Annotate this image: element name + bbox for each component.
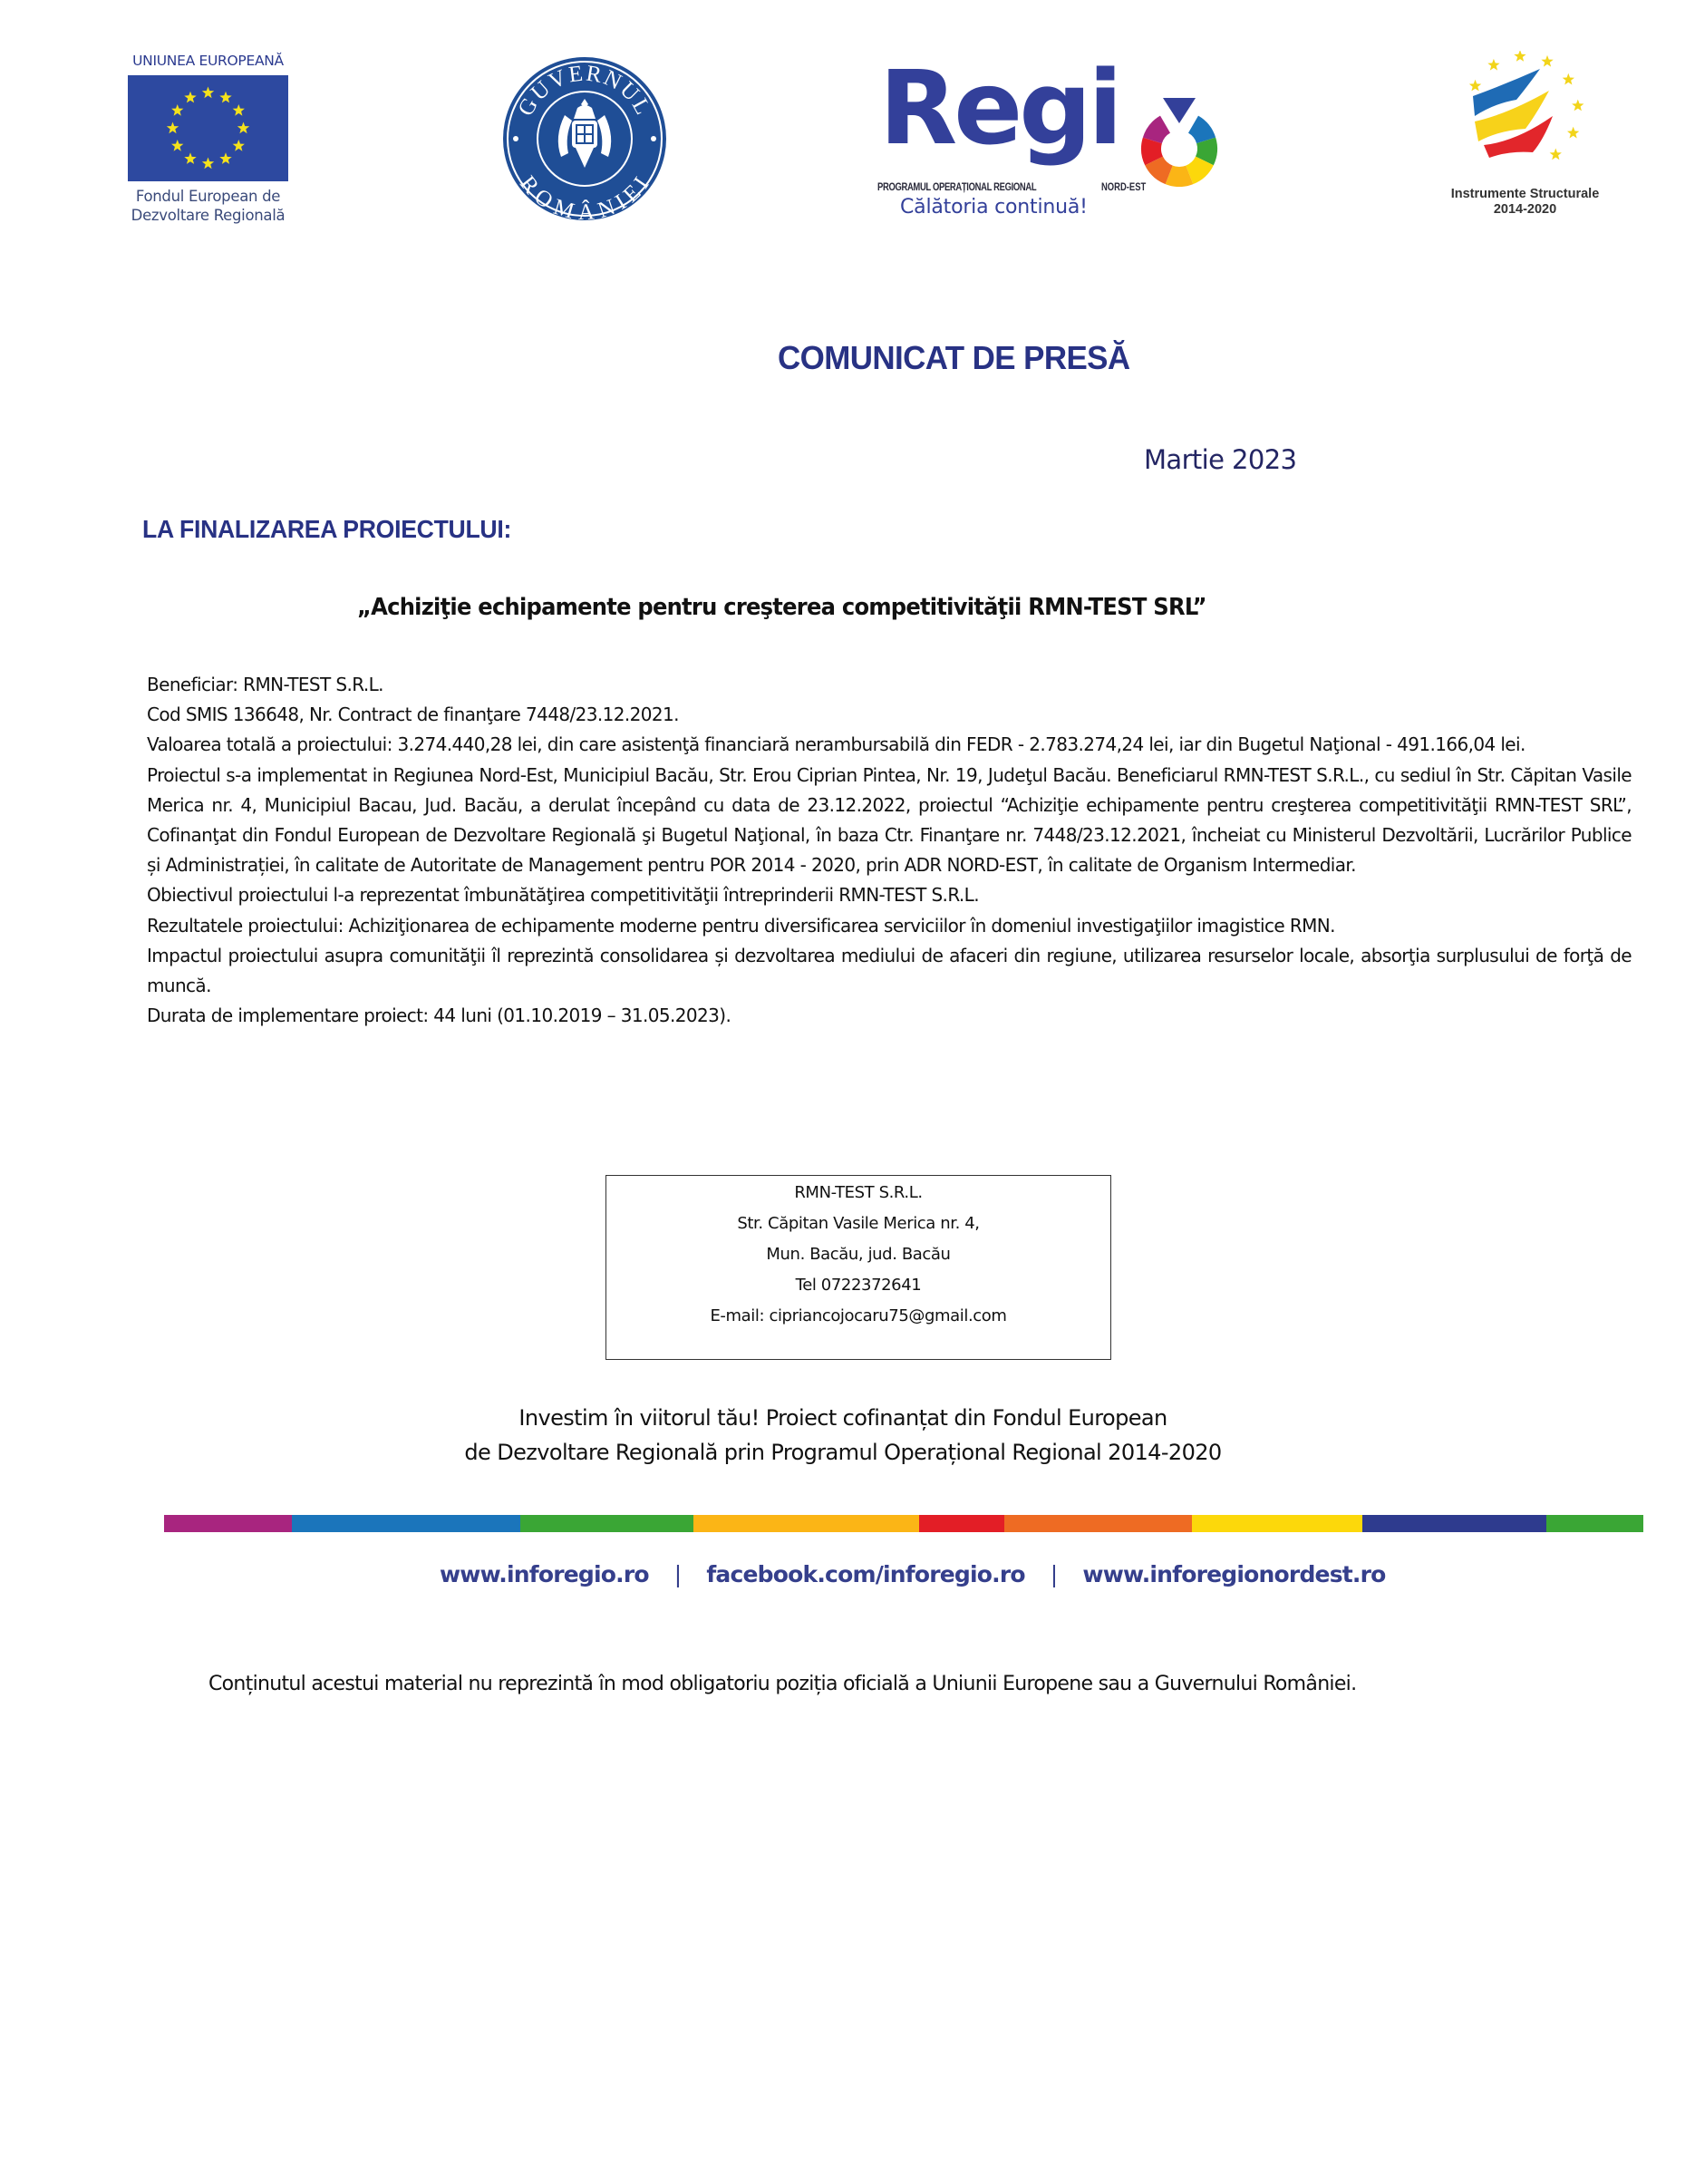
instrumente-star-icon <box>1549 149 1561 160</box>
color-bar-segment <box>292 1515 521 1532</box>
instrumente-star-icon <box>1567 127 1579 139</box>
eu-star-icon <box>171 104 183 116</box>
eu-flag-icon <box>128 75 288 181</box>
eu-star-icon <box>233 104 245 116</box>
color-bar-segment <box>1004 1515 1193 1532</box>
instrumente-star-icon <box>1487 59 1499 71</box>
color-bar-segment <box>919 1515 1005 1532</box>
color-bar-segment <box>1546 1515 1643 1532</box>
instrumente-star-icon <box>1468 80 1480 92</box>
disclaimer: Conținutul acestui material nu reprezintă în mod obligatoriu poziția oficială a Uniunii Europene sau a Guvernului României. <box>208 1673 1357 1695</box>
eu-star-icon <box>184 92 196 103</box>
instrumente-star-icon <box>1541 55 1553 67</box>
contact-email[interactable]: E-mail: cipriancojocaru75@gmail.com <box>710 1306 1007 1325</box>
regio-slogan: Călătoria continuă! <box>900 196 1088 218</box>
objective-line: Obiectivul proiectului l-a reprezentat îmbunătăţirea competitivităţii întreprinderii RMN-TEST S.R.L. <box>147 884 979 907</box>
eu-star-icon <box>202 158 214 170</box>
contact-street: Str. Căpitan Vasile Merica nr. 4, <box>737 1214 980 1233</box>
eu-star-icon <box>167 122 179 134</box>
instrumente-period: 2014-2020 <box>1493 202 1557 217</box>
slogan-line-2: de Dezvoltare Regională prin Programul Operațional Regional 2014-2020 <box>464 1440 1222 1465</box>
seal-top-text: GUVERNUL <box>513 61 656 121</box>
eu-star-icon <box>219 152 231 164</box>
link-inforegio[interactable]: www.inforegio.ro <box>440 1561 649 1587</box>
contact-phone: Tel 0722372641 <box>795 1276 922 1295</box>
section-heading: LA FINALIZAREA PROIECTULUI: <box>142 515 512 543</box>
link-facebook[interactable]: facebook.com/inforegio.ro <box>706 1561 1025 1587</box>
results-line: Rezultatele proiectului: Achiziţionarea de echipamente moderne pentru diversificarea serviciilor în domeniul investigaţiilor imagistice RMN. <box>147 914 1335 937</box>
page-title: COMUNICAT DE PRESĂ <box>778 339 1130 376</box>
instrumente-star-icon <box>1514 51 1526 62</box>
regio-wordmark: Regi <box>879 50 1119 168</box>
eu-logo-fund-line2: Dezvoltare Regională <box>131 207 286 224</box>
instrumente-star-icon <box>1562 73 1574 85</box>
color-bar-segment <box>693 1515 920 1532</box>
coat-of-arms-icon <box>501 55 668 222</box>
footer-links <box>440 1561 1386 1587</box>
color-bar-segment <box>1192 1515 1363 1532</box>
link-separator: | <box>1050 1561 1058 1587</box>
eu-star-icon <box>237 122 249 134</box>
release-date: Martie 2023 <box>1144 444 1297 475</box>
eu-star-icon <box>219 92 231 103</box>
eu-logo-fund-line1: Fondul European de <box>135 188 281 205</box>
eu-stars-icon <box>128 75 288 181</box>
eu-star-icon <box>184 152 196 164</box>
impact-paragraph: Impactul proiectului asupra comunităţii îl reprezintă consolidarea și dezvoltarea mediului de afaceri din regiune, utilizarea resurselor locale, absorţia surplusului de forţă de muncă. <box>147 944 1632 997</box>
seal-bottom-text: ROMÂNIEI <box>514 171 655 222</box>
project-title: „Achiziţie echipamente pentru creşterea competitivităţii RMN-TEST SRL” <box>357 594 1206 621</box>
color-bar-segment <box>1362 1515 1547 1532</box>
color-bar-segment <box>164 1515 293 1532</box>
contact-company: RMN-TEST S.R.L. <box>794 1183 923 1202</box>
eu-star-icon <box>202 87 214 99</box>
color-bar-segment <box>520 1515 694 1532</box>
romanian-government-seal <box>501 55 668 222</box>
regio-color-bar <box>164 1515 1643 1532</box>
regio-program-label: PROGRAMUL OPERAȚIONAL REGIONAL <box>877 182 1037 193</box>
funding-slogan <box>390 1401 1296 1470</box>
contact-city: Mun. Bacău, jud. Bacău <box>766 1245 951 1264</box>
eu-star-icon <box>233 140 245 151</box>
press-release-body <box>147 670 1632 1031</box>
beneficiary-line: Beneficiar: RMN-TEST S.R.L. <box>147 674 383 695</box>
eu-star-icon <box>171 140 183 151</box>
instrumente-label: Instrumente Structurale <box>1450 187 1600 201</box>
link-separator: | <box>673 1561 682 1587</box>
regio-logo <box>875 50 1224 225</box>
smis-line: Cod SMIS 136648, Nr. Contract de finanţare 7448/23.12.2021. <box>147 704 679 726</box>
eu-logo <box>120 53 296 234</box>
regio-color-wheel-icon <box>1138 96 1221 187</box>
project-value-paragraph: Valoarea totală a proiectului: 3.274.440,28 lei, din care asistenţă financiară nerambursabilă din FEDR - 2.783.274,24 lei, iar din Bugetul Naţional - 491.166,04 lei. <box>147 733 1526 756</box>
regio-region-label: NORD-EST <box>1101 182 1147 193</box>
slogan-line-1: Investim în viitorul tău! Proiect cofinanțat din Fondul European <box>518 1405 1167 1431</box>
instrumente-structurale-logo <box>1432 51 1618 232</box>
link-inforegionordest[interactable]: www.inforegionordest.ro <box>1082 1561 1386 1587</box>
contact-box <box>605 1175 1111 1360</box>
duration-line: Durata de implementare proiect: 44 luni (01.10.2019 – 31.05.2023). <box>147 1005 731 1027</box>
instrumente-star-icon <box>1572 100 1584 112</box>
eu-logo-top-label: UNIUNEA EUROPEANĂ <box>132 53 284 69</box>
structural-instruments-icon <box>1462 51 1589 170</box>
implementation-paragraph: Proiectul s-a implementat in Regiunea Nord-Est, Municipiul Bacău, Str. Erou Ciprian Pintea, Nr. 19, Judeţul Bacău. Beneficiarul RMN-TEST S.R.L., cu sediul în Str. Căpitan Vasile Merica nr. 4, Municipiul Bacau, Jud. Bacău, a derulat începând cu data de 23.12.2022, proiectul “Achiziţie echipamente pentru creşterea competitivităţii RMN-TEST SRL”, Cofinanţat din Fondul European de Dezvoltare Regională şi Bugetul Naţional, în baza Ctr. Finanţare nr. 7448/23.12.2021, încheiat cu Ministerul Dezvoltării, Lucrărilor Publice și Administrației, în calitate de Autoritate de Management pentru POR 2014 - 2020, prin ADR NORD-EST, în calitate de Organism Intermediar. <box>147 763 1632 877</box>
